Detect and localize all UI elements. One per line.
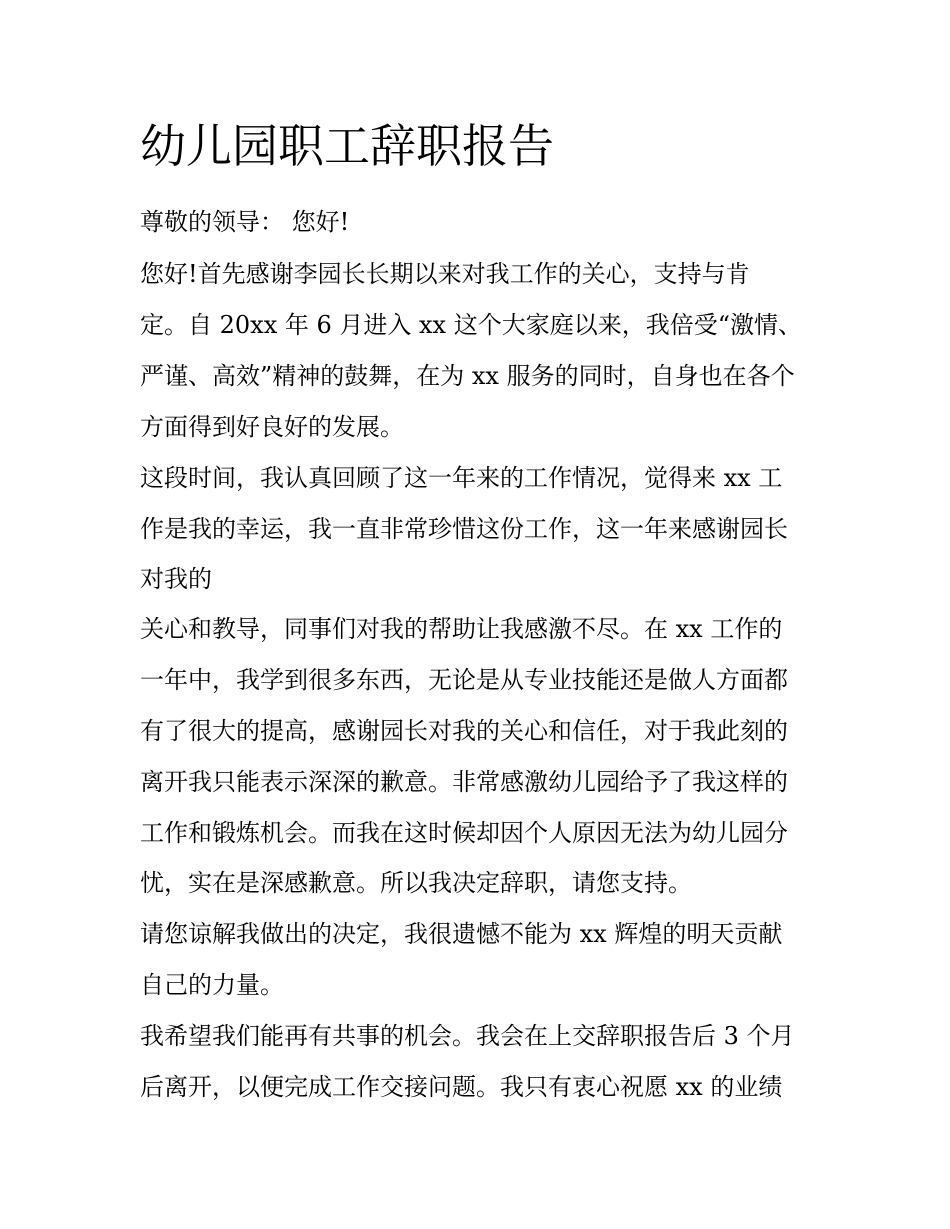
text-line: 请您谅解我做出的决定，我很遗憾不能为 xx 辉煌的明天贡献 — [140, 920, 783, 948]
text-line: 严谨、高效”精神的鼓舞，在为 xx 服务的同时，自身也在各个 — [140, 362, 795, 390]
text-line: 离开我只能表示深深的歉意。非常感激幼儿园给予了我这样的 — [140, 768, 788, 796]
text-line: 一年中，我学到很多东西，无论是从专业技能还是做人方面都 — [140, 666, 788, 694]
text-line: 方面得到好良好的发展。 — [140, 413, 404, 441]
text-line: 这段时间，我认真回顾了这一年来的工作情况，觉得来 xx 工 — [140, 464, 783, 492]
text-line: 尊敬的领导： 您好! — [140, 208, 350, 236]
text-line: 对我的 — [140, 565, 212, 593]
text-line: 有了很大的提高，感谢园长对我的关心和信任，对于我此刻的 — [140, 717, 788, 745]
text-line: 自己的力量。 — [140, 971, 284, 999]
text-line: 关心和教导，同事们对我的帮助让我感激不尽。在 xx 工作的 — [140, 615, 783, 643]
text-line: 作是我的幸运，我一直非常珍惜这份工作，这一年来感谢园长 — [140, 515, 788, 543]
text-line: 您好!首先感谢李园长长期以来对我工作的关心，支持与肯 — [140, 260, 750, 288]
text-line: 工作和锻炼机会。而我在这时候却因个人原因无法为幼儿园分 — [140, 819, 788, 847]
text-line: 定。自 20xx 年 6 月进入 xx 这个大家庭以来，我倍受“激情、 — [140, 311, 802, 339]
text-line: 后离开，以便完成工作交接问题。我只有衷心祝愿 xx 的业绩 — [140, 1073, 783, 1101]
document-title: 幼儿园职工辞职报告 — [140, 119, 554, 173]
text-line: 忧，实在是深感歉意。所以我决定辞职，请您支持。 — [140, 869, 692, 897]
text-line: 我希望我们能再有共事的机会。我会在上交辞职报告后 3 个月 — [140, 1022, 795, 1050]
